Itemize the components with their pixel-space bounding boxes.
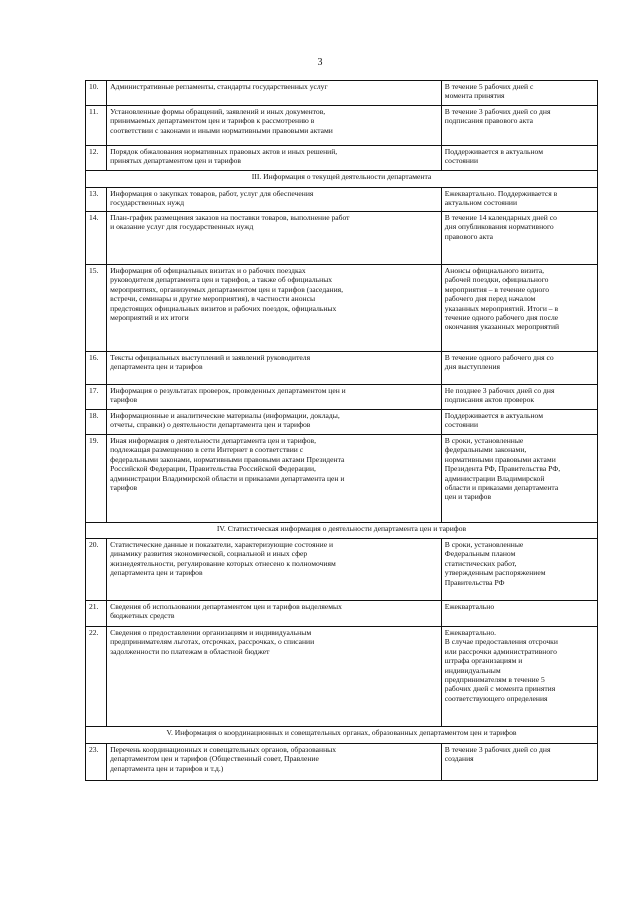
table-row [86,146,598,171]
row-description: Административные регламенты, стандарты государственных услуг [110,82,328,91]
row-number-cell [86,435,107,523]
row-number: 13. [89,189,99,198]
table-row [86,212,598,265]
row-deadline-cell [441,627,597,727]
row-deadline-cell [441,188,597,212]
row-number-cell [86,352,107,385]
row-number: 11. [89,107,99,116]
section-heading: IV. Статистическая информация о деятельности департамента цен и тарифов [86,523,598,539]
row-description: Порядок обжалования нормативных правовых актов и иных решений, принятых департаментом цен и тарифов [110,147,338,166]
row-number: 18. [89,411,99,420]
row-description: Информационные и аналитические материалы (информации, доклады, отчеты, справки) о деятельности департамента цен и тарифов [110,411,340,430]
row-number: 21. [89,602,99,611]
row-deadline: В сроки, установленные Федеральным планом статистических работ, утвержденным распоряжением Правительства РФ [444,540,546,587]
row-deadline-cell [441,539,597,601]
row-description: Информация об официальных визитах и о рабочих поездках руководителя департамента цен и тарифов, а также об официальных мероприятиях, организуемых департаментом цен и тарифов (заседания, встречи, семинары и другие мероприятия), в частности анонсы предстоящих официальных визитов и рабочих поездок, официальных мероприятий и их итоги [110,266,344,323]
row-number-cell [86,601,107,627]
row-deadline: Ежеквартально [444,602,495,611]
row-deadline-cell [441,352,597,385]
section-row [86,523,598,539]
table-row [86,385,598,410]
page-number: 3 [317,57,323,68]
section-row [86,727,598,744]
row-number-cell [86,188,107,212]
row-description: Установленные формы обращений, заявлений и иных документов, принимаемых департаментом цен и тарифов к рассмотрению в соответствии с законами и иными нормативными правовыми актами [110,107,333,135]
table-row [86,539,598,601]
row-description-cell [107,188,442,212]
row-number-cell [86,106,107,146]
row-deadline-cell [441,81,597,106]
row-number: 10. [89,82,99,91]
row-deadline-cell [441,146,597,171]
section-row [86,171,598,188]
row-description-cell [107,81,442,106]
row-number: 17. [89,386,99,395]
row-number-cell [86,146,107,171]
row-deadline-cell [441,212,597,265]
row-number: 16. [89,353,99,362]
row-deadline: Ежеквартально. В случае предоставления отсрочки или рассрочки административного штрафа организациям и индивидуальным предпринимателям в течение 5 рабочих дней с момента принятия соответствующего определения [444,628,558,703]
row-deadline: Анонсы официального визита, рабочей поездки, официального мероприятия – в течение одного рабочего дня перед началом указанных мероприятий. Итоги – в течение одного рабочего дня после окончания указанных мероприятий [444,266,560,332]
row-description: Статистические данные и показатели, характеризующие состояние и динамику развития экономической, социальной и иных сфер жизнедеятельности, регулирование которых отнесено к полномочиям департамента цен и тарифов [110,540,336,578]
row-number-cell [86,744,107,781]
table-row [86,601,598,627]
row-deadline: В течение 14 календарных дней со дня опубликования нормативного правового акта [444,213,557,241]
row-deadline: В течение 3 рабочих дней со дня создания [444,745,551,764]
row-description-cell [107,744,442,781]
row-number-cell [86,627,107,727]
row-deadline: В течение одного рабочего дня со дня выступления [444,353,554,372]
row-number-cell [86,410,107,435]
row-deadline-cell [441,265,597,352]
row-deadline-cell [441,106,597,146]
row-description-cell [107,212,442,265]
row-deadline: Не позднее 3 рабочих дней со дня подписания актов проверок [444,386,555,405]
row-deadline-cell [441,744,597,781]
row-number: 20. [89,540,99,549]
row-description: План-график размещения заказов на поставки товаров, выполнение работ и оказание услуг для государственных нужд [110,213,350,232]
row-description: Сведения о предоставлении организациям и индивидуальным предпринимателям льготах, отсрочках, рассрочках, о списании задолженности по платежам в областной бюджет [110,628,315,656]
row-number: 23. [89,745,99,754]
table-row [86,435,598,523]
row-number: 22. [89,628,99,637]
row-number-cell [86,539,107,601]
section-heading: V. Информация о координационных и совещательных органах, образованных департаментом цен и тарифов [86,727,598,744]
row-number: 14. [89,213,99,222]
row-number-cell [86,265,107,352]
row-deadline-cell [441,410,597,435]
row-deadline: В течение 5 рабочих дней с момента принятия [444,82,534,101]
row-number-cell [86,212,107,265]
row-number: 12. [89,147,99,156]
row-deadline-cell [441,601,597,627]
row-number-cell [86,385,107,410]
row-deadline: Поддерживается в актуальном состоянии [444,147,544,166]
row-description-cell [107,146,442,171]
row-deadline-cell [441,435,597,523]
table-row [86,352,598,385]
row-description-cell [107,539,442,601]
row-deadline: Ежеквартально. Поддерживается в актуальном состоянии [444,189,558,208]
row-description-cell [107,410,442,435]
row-description: Информация о закупках товаров, работ, услуг для обеспечения государственных нужд [110,189,314,208]
row-description-cell [107,627,442,727]
row-description: Сведения об использовании департаментом цен и тарифов выделяемых бюджетных средств [110,602,342,621]
row-deadline: Поддерживается в актуальном состоянии [444,411,544,430]
row-number: 19. [89,436,99,445]
row-number: 15. [89,266,99,275]
row-description-cell [107,385,442,410]
row-description: Перечень координационных и совещательных органов, образованных департаментом цен и тарифов (Общественный совет, Правление департамента цен и тарифов и т.д.) [110,745,337,773]
table-row [86,627,598,727]
row-description-cell [107,265,442,352]
row-description: Иная информация о деятельности департамента цен и тарифов, подлежащая размещению в сети Интернет в соответствии с федеральными законами, нормативными правовыми актами Президента Российской Федерации, Правительства Российской Федерации, администрации Владимирской области и приказами департамента цен и тарифов [110,436,345,493]
table-row [86,81,598,106]
table-row [86,744,598,781]
row-deadline: В сроки, установленные федеральными законами, нормативными правовыми актами Президента РФ, Правительства РФ, администрации Владимирской области и приказами департамента цен и тарифов [444,436,561,502]
row-description: Информация о результатах проверок, проведенных департаментом цен и тарифов [110,386,346,405]
row-number-cell [86,81,107,106]
table-row [86,106,598,146]
section-heading: III. Информация о текущей деятельности департамента [86,171,598,188]
row-description-cell [107,352,442,385]
row-deadline-cell [441,385,597,410]
information-table [85,80,598,781]
row-description-cell [107,435,442,523]
row-description: Тексты официальных выступлений и заявлений руководителя департамента цен и тарифов [110,353,311,372]
table-row [86,410,598,435]
row-description-cell [107,601,442,627]
row-deadline: В течение 3 рабочих дней со дня подписания правового акта [444,107,551,126]
table-row [86,265,598,352]
table-row [86,188,598,212]
row-description-cell [107,106,442,146]
